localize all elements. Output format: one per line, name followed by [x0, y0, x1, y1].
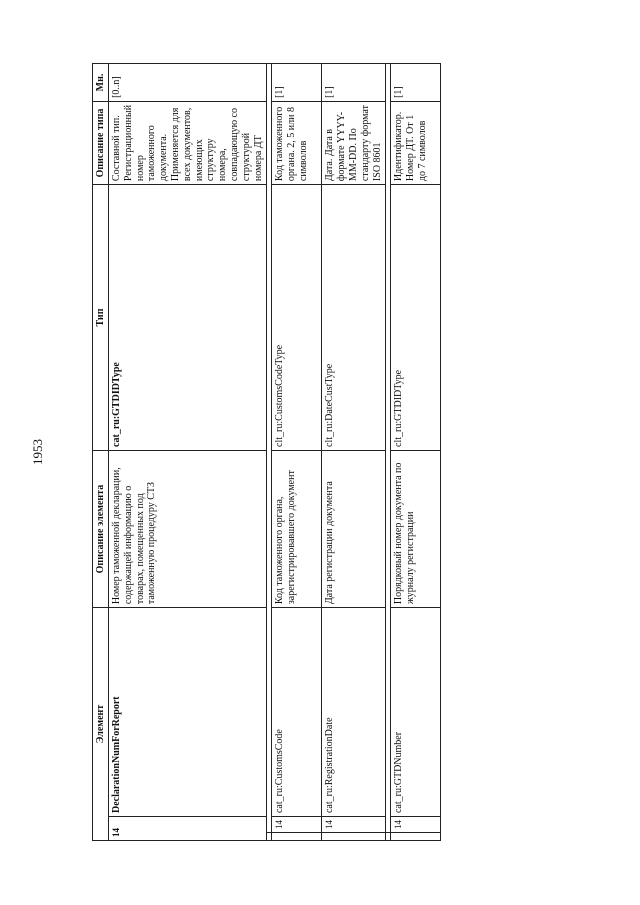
element-description: Номер таможенной декларации, содержащей информацию о товарах, помещенных под таможенную процедуру СТЗ	[109, 450, 267, 607]
type-name: clt_ru:DateCustType	[322, 185, 386, 451]
type-description: Идентификатор. Номер ДТ. От 1 до 7 символов	[391, 101, 441, 184]
row-number: 14	[322, 817, 386, 833]
type-name: clt_ru:GTDIDType	[391, 185, 441, 451]
element-description: Дата регистрации документа	[322, 450, 386, 607]
table-row	[391, 64, 441, 841]
type-name: clt_ru:CustomsCodeType	[272, 185, 322, 451]
row-number: 14	[272, 817, 322, 833]
indent-cell	[272, 833, 322, 841]
element-description: Порядковый номер документа по журналу регистрации	[391, 450, 441, 607]
indent-cell	[391, 833, 441, 841]
table-row	[322, 64, 386, 841]
type-description: Код таможенного органа. 2, 5 или 8 символов	[272, 101, 322, 184]
row-number: 14	[391, 817, 441, 833]
type-description: Дата. Дата в формате YYYY-MM-DD. По стандарту формат ISO 8601	[322, 101, 386, 184]
element-name: cat_ru:RegistrationDate	[322, 608, 386, 817]
header-type-description: Описание типа	[93, 101, 109, 184]
multiplicity: [1]	[322, 64, 386, 102]
row-number: 14	[109, 817, 267, 841]
element-name: cat_ru:CustomsCode	[272, 608, 322, 817]
type-name: cat_ru:GTDIDType	[109, 185, 267, 451]
header-multiplicity: Мн.	[93, 64, 109, 102]
element-name: DeclarationNumForReport	[109, 608, 267, 817]
indent-cell	[322, 833, 386, 841]
header-element-description: Описание элемента	[93, 450, 109, 607]
header-element: Элемент	[93, 608, 109, 841]
multiplicity: [0..n]	[109, 64, 267, 102]
table-row	[272, 64, 322, 841]
multiplicity: [1]	[391, 64, 441, 102]
page-number: 1953	[30, 439, 45, 465]
table-header-row	[93, 64, 109, 841]
header-type: Тип	[93, 185, 109, 451]
table-row	[109, 64, 267, 841]
rotated-page-content	[92, 63, 444, 841]
multiplicity: [1]	[272, 64, 322, 102]
schema-table	[92, 63, 441, 841]
element-description: Код таможенного органа, зарегистрировавшего документ	[272, 450, 322, 607]
element-name: cat_ru:GTDNumber	[391, 608, 441, 817]
type-description: Составной тип. Регистрационный номер таможенного документа. Применяется для всех документов, имеющих структуру номера, совпадающую со структурой номера ДТ	[109, 101, 267, 184]
